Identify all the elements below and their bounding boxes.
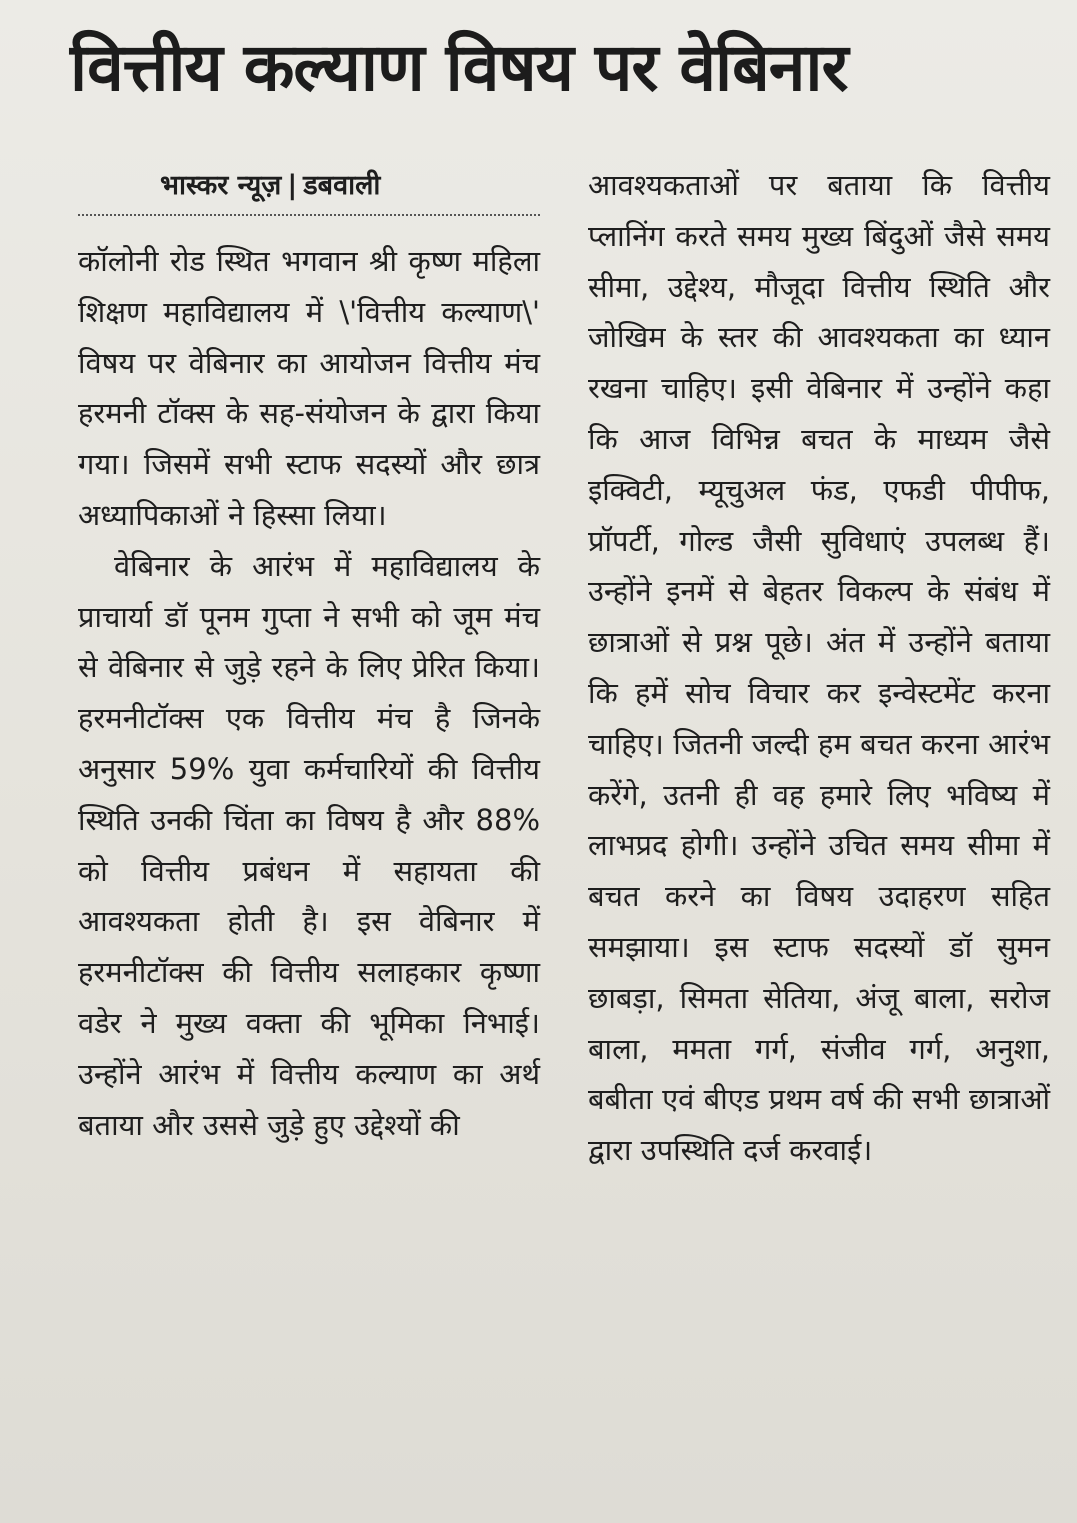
- byline: [78, 160, 540, 212]
- byline-location: डबवाली: [303, 170, 381, 201]
- article-column-right: [588, 160, 1050, 1176]
- article-paragraph-3: आवश्यकताओं पर बताया कि वित्तीय प्लानिंग करते समय मुख्य बिंदुओं जैसे समय सीमा, उद्देश्य, मौजूदा वित्तीय स्थिति और जोखिम के स्तर की आवश्यकता का ध्यान रखना चाहिए। इसी वेबिनार में उन्होंने कहा कि आज विभिन्न बचत के माध्यम जैसे इक्विटी, म्यूचुअल फंड, एफडी पीपीफ, प्रॉपर्टी, गोल्ड जैसी सुविधाएं उपलब्ध हैं। उन्होंने इनमें से बेहतर विकल्प के संबंध में छात्राओं से प्रश्न पूछे। अंत में उन्होंने बताया कि हमें सोच विचार कर इन्वेस्टमेंट करना चाहिए। जितनी जल्दी हम बचत करना आरंभ करेंगे, उतनी ही वह हमारे लिए भविष्य में लाभप्रद होगी। उन्होंने उचित समय सीमा में बचत करने का विषय उदाहरण सहित समझाया। इस स्टाफ सदस्यों डॉ सुमन छाबड़ा, सिमता सेतिया, अंजू बाला, सरोज बाला, ममता गर्ग, संजीव गर्ग, अनुशा, बबीता एवं बीएड प्रथम वर्ष की सभी छात्राओं द्वारा उपस्थिति दर्ज करवाई।: [588, 168, 1050, 1168]
- article-paragraph-1: कॉलोनी रोड स्थित भगवान श्री कृष्ण महिला शिक्षण महाविद्यालय में \'वित्तीय कल्याण\' विषय पर वेबिनार का आयोजन वित्तीय मंच हरमनी टॉक्स के सह-संयोजन के द्वारा किया गया। जिसमें सभी स्टाफ सदस्यों और छात्र अध्यापिकाओं ने हिस्सा लिया।: [78, 244, 540, 532]
- byline-separator: |: [287, 170, 298, 201]
- article-paragraph-2: वेबिनार के आरंभ में महाविद्यालय के प्राचार्या डॉ पूनम गुप्ता ने सभी को जूम मंच से वेबिनार से जुड़े रहने के लिए प्रेरित किया। हरमनीटॉक्स एक वित्तीय मंच है जिनके अनुसार 59% युवा कर्मचारियों की वित्तीय स्थिति उनकी चिंता का विषय है और 88% को वित्तीय प्रबंधन में सहायता की आवश्यकता होती है। इस वेबिनार में हरमनीटॉक्स की वित्तीय सलाहकार कृष्णा वडेर ने मुख्य वक्ता की भूमिका निभाई। उन्होंने आरंभ में वित्तीय कल्याण का अर्थ बताया और उससे जुड़े हुए उद्देश्यों की: [78, 548, 540, 1142]
- byline-agency: भास्कर न्यूज़: [160, 170, 282, 201]
- headline: वित्तीय कल्याण विषय पर वेबिनार: [70, 29, 848, 106]
- byline-divider: [78, 214, 540, 216]
- article-column-left: [78, 160, 540, 1150]
